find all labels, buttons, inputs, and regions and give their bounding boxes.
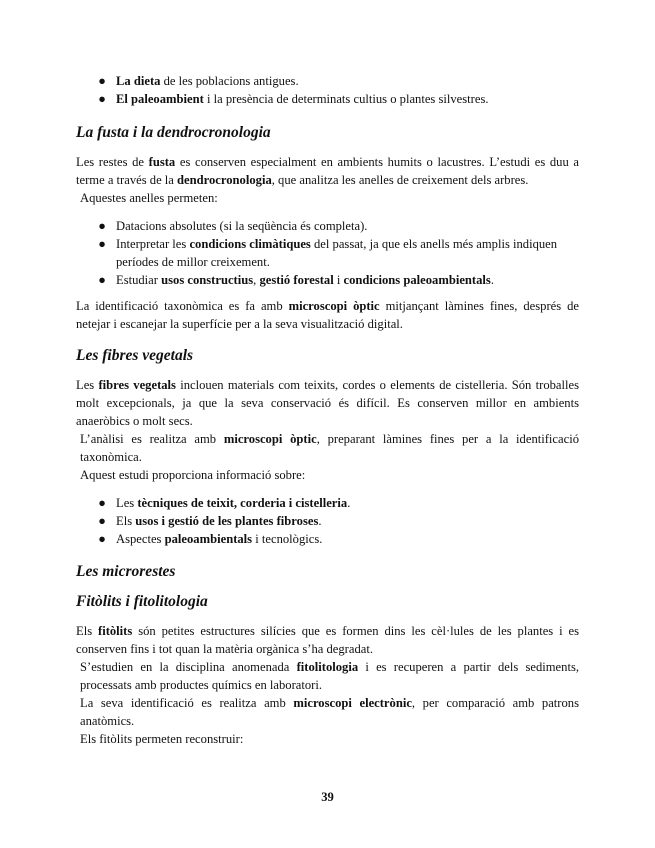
list-item: ● El paleoambient i la presència de determinats cultius o plantes silvestres.	[98, 92, 489, 106]
paragraph: La identificació taxonòmica es fa amb microscopi òptic mitjançant làmines fines, després de netejar i escanejar la superfície per a la seva visualització digital.	[76, 299, 579, 331]
list-item: ● La dieta de les poblacions antigues.	[98, 74, 299, 88]
section-heading-microrestes: Les microrestes	[76, 563, 176, 580]
list-item: ● Estudiar usos constructius, gestió forestal i condicions paleoambientals.	[98, 273, 494, 287]
paragraph: L’anàlisi es realitza amb microscopi òptic, preparant làmines fines per a la identificació taxonòmica.	[80, 432, 579, 464]
paragraph: Els fitòlits permeten reconstruir:	[80, 732, 244, 746]
paragraph: Les fibres vegetals inclouen materials com teixits, cordes o elements de cistelleria. Són troballes molt excepcionals, ja que la seva conservació és difícil. Es conserven millor en ambients anaeròbics o molt secs.	[76, 378, 579, 428]
bullet-icon: ●	[98, 514, 106, 528]
paragraph: La seva identificació es realitza amb microscopi electrònic, per comparació amb patrons anatòmics.	[80, 696, 579, 728]
bullet-icon: ●	[98, 219, 106, 233]
bullet-icon: ●	[98, 237, 106, 251]
paragraph: S’estudien en la disciplina anomenada fitolitologia i es recuperen a partir dels sediments, processats amb productes químics en laboratori.	[80, 660, 579, 692]
bullet-icon: ●	[98, 273, 106, 287]
paragraph: Les restes de fusta es conserven especialment en ambients humits o lacustres. L’estudi es duu a terme a través de la dendrocronologia, que analitza les anelles de creixement dels arbres.	[76, 155, 579, 187]
bullet-icon: ●	[98, 496, 106, 510]
section-heading-fitolits: Fitòlits i fitolitologia	[76, 593, 208, 610]
section-heading-fibres-vegetals: Les fibres vegetals	[76, 347, 194, 364]
document-page	[76, 72, 579, 748]
bullet-icon: ●	[98, 532, 106, 546]
list-item: ● Aspectes paleoambientals i tecnològics.	[98, 532, 323, 546]
section-heading-dendrocronologia: La fusta i la dendrocronologia	[76, 124, 271, 141]
page-number: 39	[321, 790, 334, 804]
bullet-icon: ●	[98, 74, 106, 88]
bullet-icon: ●	[98, 92, 106, 106]
diet-list	[76, 72, 579, 108]
paragraph: Els fitòlits són petites estructures silícies que es formen dins les cèl·lules de les plantes i es conserven fins i tot quan la matèria orgànica s’ha degradat.	[76, 624, 579, 656]
paragraph: Aquest estudi proporciona informació sobre:	[80, 468, 306, 482]
dendro-list	[76, 217, 579, 289]
list-item: ● Els usos i gestió de les plantes fibroses.	[98, 514, 322, 528]
fibres-list	[76, 494, 579, 548]
paragraph: Aquestes anelles permeten:	[80, 191, 218, 205]
list-item: ● Les tècniques de teixit, corderia i cistelleria.	[98, 496, 351, 510]
list-item: ● Interpretar les condicions climàtiques del passat, ja que els anells més amplis indiquen períodes de millor creixement.	[98, 237, 558, 269]
list-item: ● Datacions absolutes (si la seqüència és completa).	[98, 219, 368, 233]
